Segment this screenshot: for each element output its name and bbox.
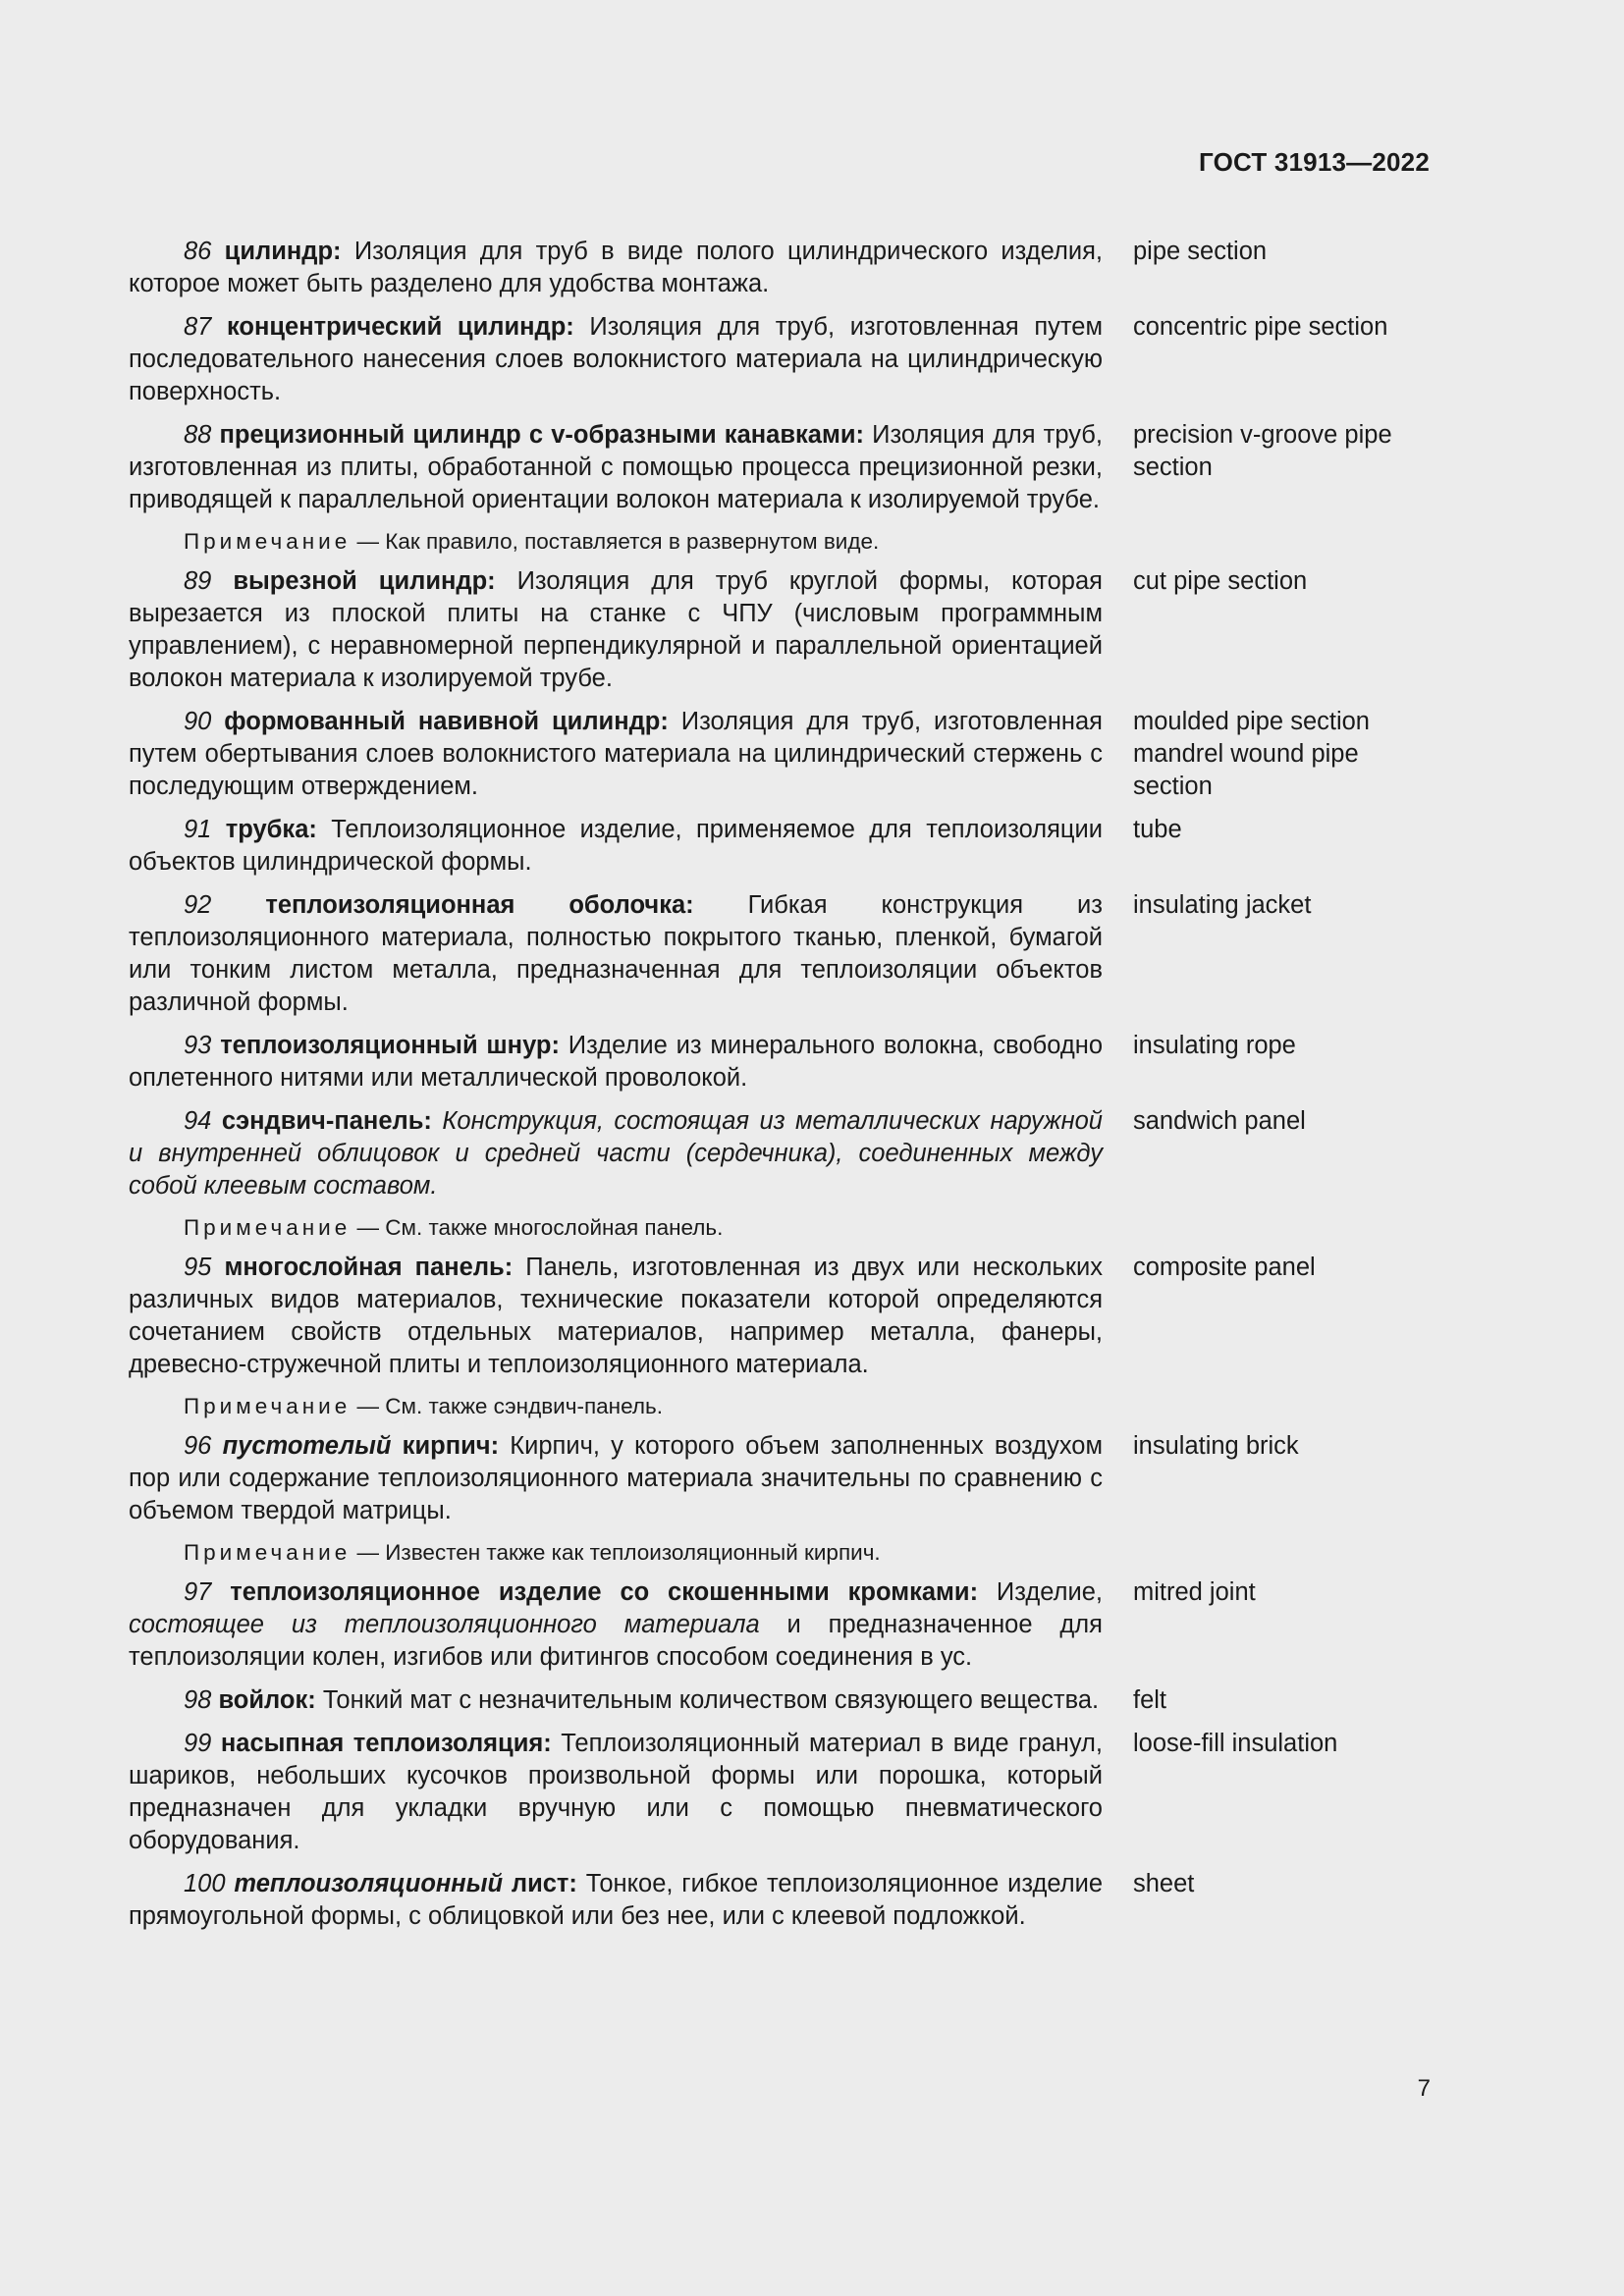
english-equivalent: insulating jacket — [1133, 891, 1312, 919]
term-body-end: и предназначенное для теплоизоляции колен, изгибов или фитингов способом соединения в ус. — [129, 1611, 1103, 1671]
term-number: 94 — [184, 1107, 212, 1135]
term-number: 100 — [184, 1870, 226, 1897]
term-body: Изоляция для труб круглой формы, которая вырезается из плоской плиты на станке с ЧПУ (числовым программным управлением), с неравномерной перпендикулярной и параллельной ориентацией волокон материала к изолируемой трубе. — [129, 567, 1103, 692]
note-label: Примечание — [184, 1215, 352, 1240]
english-equivalent: mitred joint — [1133, 1578, 1256, 1606]
term-body: Изоляция для труб, изготовленная путем обертывания слоев волокнистого материала на цилиндрический стержень с последующим отверждением. — [129, 708, 1103, 800]
term-entry-94 — [129, 1105, 1435, 1202]
note-94 — [129, 1213, 1103, 1243]
term-number: 92 — [184, 891, 212, 919]
note-88 — [129, 527, 1103, 557]
term-definition — [129, 1252, 1103, 1381]
term-body: Тонкий мат с незначительным количеством связующего вещества. — [315, 1686, 1100, 1714]
term-body-start: Изделие, — [978, 1578, 1103, 1606]
term-number: 95 — [184, 1254, 212, 1281]
term-title: насыпная теплоизоляция: — [220, 1730, 552, 1757]
term-title: формованный навивной цилиндр: — [224, 708, 669, 735]
term-body: Гибкая конструкция из теплоизоляционного материала, полностью покрытого тканью, пленкой, бумагой или тонким листом металла, предназначенная для теплоизоляции объектов различной формы. — [129, 891, 1103, 1016]
term-title: войлок: — [218, 1686, 316, 1714]
term-entry-87 — [129, 311, 1435, 408]
term-body: Кирпич, у которого объем заполненных воздухом пор или содержание теплоизоляционного материала значительны по сравнению с объемом твердой матрицы. — [129, 1432, 1103, 1524]
term-entry-93 — [129, 1030, 1435, 1095]
note-text: — Известен также как теплоизоляционный кирпич. — [351, 1540, 881, 1565]
english-equivalent: loose-fill insulation — [1133, 1730, 1338, 1757]
term-title: прецизионный цилиндр с v-образными канавками: — [219, 421, 864, 449]
term-definition — [129, 419, 1103, 516]
term-title-rest: кирпич: — [391, 1432, 500, 1460]
english-equivalent: pipe section — [1133, 238, 1268, 265]
term-number: 96 — [184, 1432, 212, 1460]
note-95 — [129, 1392, 1103, 1421]
term-entry-86 — [129, 236, 1435, 300]
term-number: 87 — [184, 313, 212, 341]
note-label: Примечание — [184, 1540, 352, 1565]
term-title-italic: теплоизоляционный — [234, 1870, 504, 1897]
term-entry-100 — [129, 1868, 1435, 1933]
term-entry-90 — [129, 706, 1435, 803]
term-entry-88 — [129, 419, 1435, 516]
term-body: Тонкое, гибкое теплоизоляционное изделие прямоугольной формы, с облицовкой или без нее, или с клеевой подложкой. — [129, 1870, 1103, 1930]
term-body: Теплоизоляционное изделие, применяемое для теплоизоляции объектов цилиндрической формы. — [129, 816, 1104, 876]
term-body: Конструкция, состоящая из металлических наружной и внутренней облицовок и средней части (сердечника), соединенных между собой клеевым составом. — [129, 1107, 1103, 1200]
term-title: сэндвич-панель: — [221, 1107, 432, 1135]
term-title: теплоизоляционное изделие со скошенными кромками: — [230, 1578, 979, 1606]
term-body: Изделие из минерального волокна, свободно оплетенного нитями или металлической проволокой. — [129, 1032, 1103, 1092]
term-definition — [129, 706, 1103, 803]
note-text: — См. также многослойная панель. — [351, 1215, 724, 1240]
english-equivalent: cut pipe section — [1133, 567, 1308, 595]
term-definition — [129, 1030, 1103, 1095]
term-definition — [129, 889, 1103, 1019]
term-number: 89 — [184, 567, 212, 595]
term-entry-98 — [129, 1684, 1435, 1717]
term-entry-99 — [129, 1728, 1435, 1857]
page-number: 7 — [1417, 2075, 1431, 2102]
term-body: Изоляция для труб в виде полого цилиндрического изделия, которое может быть разделено для удобства монтажа. — [129, 238, 1103, 297]
term-definition — [129, 236, 1103, 300]
term-body: Изоляция для труб, изготовленная из плиты, обработанной с помощью процесса прецизионной резки, приводящей к параллельной ориентации волокон материала к изолируемой трубе. — [129, 421, 1103, 513]
term-number: 97 — [184, 1578, 212, 1606]
english-equivalent: tube — [1133, 816, 1182, 843]
term-number: 93 — [184, 1032, 212, 1059]
note-96 — [129, 1538, 1103, 1568]
term-body: Изоляция для труб, изготовленная путем последовательного нанесения слоев волокнистого материала на цилиндрическую поверхность. — [129, 313, 1103, 405]
term-definition — [129, 1430, 1103, 1527]
english-equivalent: insulating brick — [1133, 1432, 1299, 1460]
term-title: цилиндр: — [224, 238, 342, 265]
term-definition — [129, 1105, 1103, 1202]
term-definition — [129, 565, 1103, 695]
english-equivalent: sheet — [1133, 1870, 1195, 1897]
note-label: Примечание — [184, 1394, 352, 1418]
note-text: — См. также сэндвич-панель. — [351, 1394, 663, 1418]
term-title: теплоизоляционный шнур: — [220, 1032, 560, 1059]
english-equivalent: sandwich panel — [1133, 1107, 1306, 1135]
english-equivalents — [1133, 706, 1428, 803]
term-number: 90 — [184, 708, 212, 735]
term-entry-89 — [129, 565, 1435, 695]
term-entry-92 — [129, 889, 1435, 1019]
term-body: Панель, изготовленная из двух или нескольких различных видов материалов, технические показатели которой определяются сочетанием свойств отдельных материалов, например металла, фанеры, древесно-стружечной плиты и теплоизоляционного материала. — [129, 1254, 1103, 1378]
term-number: 86 — [184, 238, 212, 265]
term-entry-91 — [129, 814, 1435, 879]
term-title: трубка: — [225, 816, 317, 843]
term-definition — [129, 1576, 1103, 1674]
term-entry-96 — [129, 1430, 1435, 1527]
english-equivalent: felt — [1133, 1686, 1167, 1714]
term-title: многослойная панель: — [224, 1254, 514, 1281]
term-title-italic: пустотелый — [222, 1432, 392, 1460]
term-definition — [129, 311, 1103, 408]
term-definition — [129, 1728, 1103, 1857]
term-number: 88 — [184, 421, 212, 449]
term-body: Теплоизоляционный материал в виде гранул, шариков, небольших кусочков произвольной формы или порошка, который предназначен для укладки вручную или с помощью пневматического оборудования. — [129, 1730, 1103, 1854]
term-entry-95 — [129, 1252, 1435, 1381]
term-title: вырезной цилиндр: — [233, 567, 496, 595]
term-body-italic: состоящее из теплоизоляционного материала — [129, 1611, 760, 1638]
term-definition — [129, 1684, 1103, 1717]
term-number: 91 — [184, 816, 212, 843]
term-title: теплоизоляционная оболочка: — [265, 891, 694, 919]
term-title — [234, 1870, 577, 1897]
document-code-header: ГОСТ 31913—2022 — [1199, 147, 1430, 177]
term-number: 98 — [184, 1686, 212, 1714]
english-equivalent: precision v-groove pipe section — [1133, 421, 1392, 481]
term-title — [223, 1432, 500, 1460]
note-label: Примечание — [184, 529, 352, 554]
term-definition — [129, 1868, 1103, 1933]
english-equivalent: moulded pipe section — [1133, 708, 1370, 735]
note-text: — Как правило, поставляется в развернутом виде. — [351, 529, 880, 554]
term-title: концентрический цилиндр: — [226, 313, 574, 341]
term-definition — [129, 814, 1103, 879]
english-equivalent: insulating rope — [1133, 1032, 1296, 1059]
term-number: 99 — [184, 1730, 212, 1757]
terms-list — [129, 236, 1435, 1944]
english-equivalent: concentric pipe section — [1133, 313, 1388, 341]
english-equivalent: composite panel — [1133, 1254, 1316, 1281]
term-title-rest: лист: — [503, 1870, 577, 1897]
term-entry-97 — [129, 1576, 1435, 1674]
english-equivalent-alt: mandrel wound pipe section — [1133, 740, 1359, 800]
